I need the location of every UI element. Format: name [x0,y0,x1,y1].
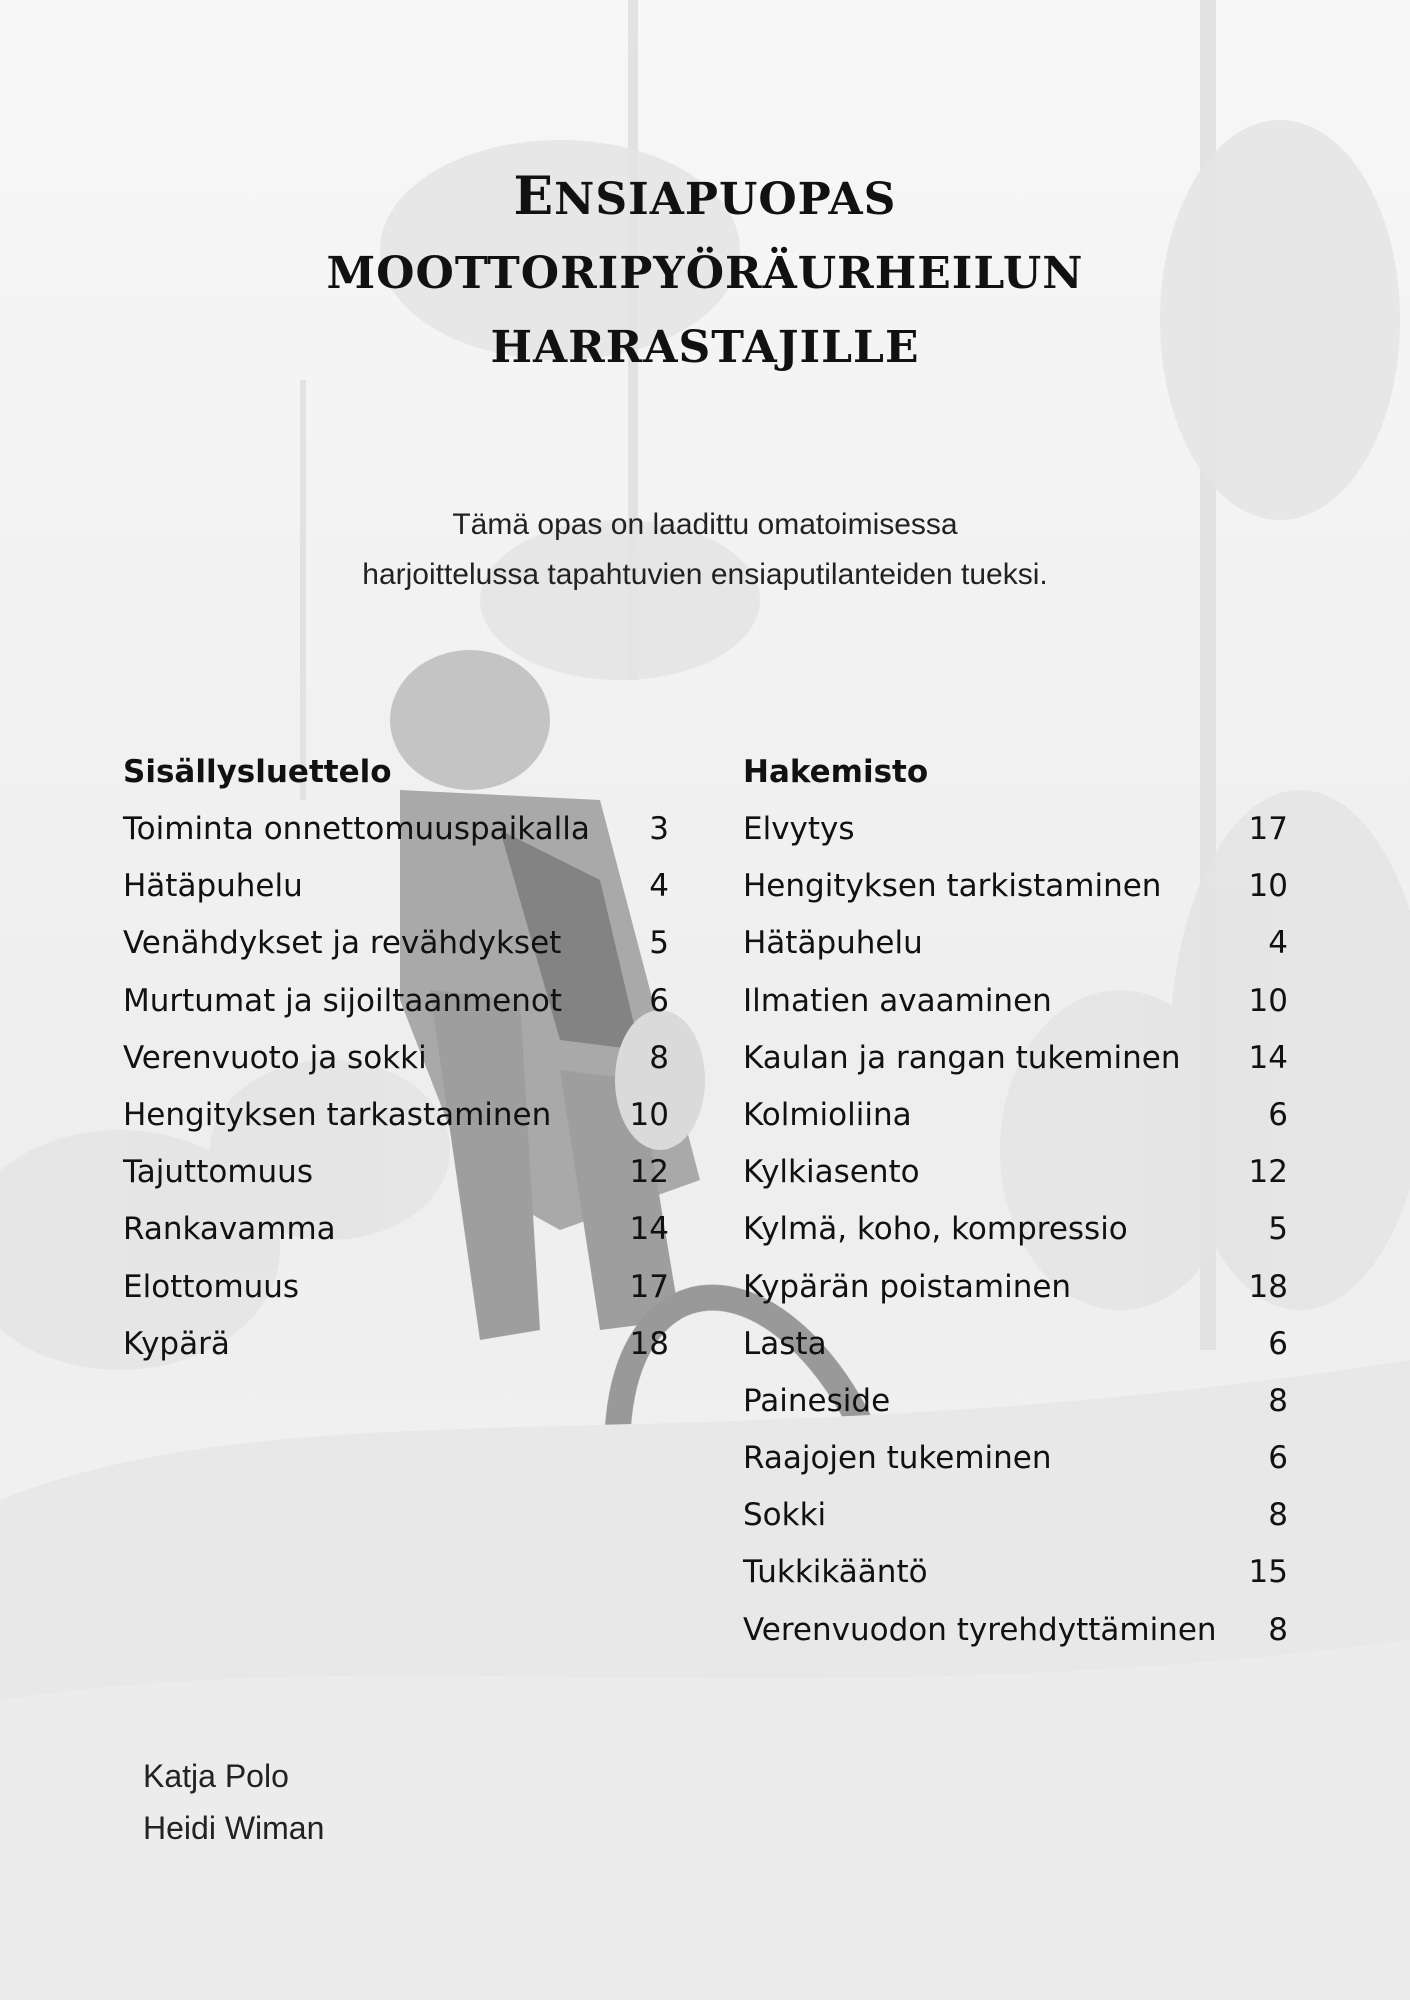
title-initial: E [513,166,555,227]
index-entry [743,1430,1288,1487]
toc-entry-page: 17 [629,1268,669,1305]
index-entry-page: 10 [1248,982,1288,1019]
index-entry-page: 8 [1268,1497,1288,1534]
toc-entry [123,1201,669,1258]
index-entry [743,1487,1288,1544]
index-entry-page: 6 [1268,1325,1288,1362]
index-entry-label: Elvytys [743,811,855,847]
toc-entry-label: Tajuttomuus [123,1154,313,1191]
toc-entry-page: 5 [649,925,669,962]
toc-heading: Sisällysluettelo [123,754,392,790]
table-of-contents [123,744,669,1373]
index-entry [743,1144,1288,1201]
toc-entry-label: Rankavamma [123,1211,336,1248]
index-entry-label: Kylmä, koho, kompressio [743,1211,1128,1248]
toc-entry-page: 6 [649,982,669,1019]
index-entry-page: 10 [1248,868,1288,905]
index-entry-page: 8 [1268,1382,1288,1419]
index-entry [743,1259,1288,1316]
index-entry [743,801,1288,858]
index-entry-page: 4 [1268,925,1288,962]
toc-entry-page: 12 [629,1154,669,1191]
index-entry [743,1316,1288,1373]
index-entry-page: 15 [1248,1554,1288,1591]
toc-entry-page: 4 [649,868,669,905]
index-entry-page: 18 [1248,1268,1288,1305]
index-entry-page: 14 [1248,1039,1288,1076]
index-list [743,744,1288,1659]
index-entry-label: Hätäpuhelu [743,925,923,962]
index-entry [743,1544,1288,1601]
toc-entry-label: Hätäpuhelu [123,868,303,905]
index-heading: Hakemisto [743,754,929,790]
toc-entry [123,973,669,1030]
index-entry [743,915,1288,972]
toc-entry-page: 8 [649,1039,669,1076]
toc-entry-label: Elottomuus [123,1268,300,1305]
toc-entry [123,801,669,858]
author-name: Katja Polo [143,1758,289,1794]
index-entry-label: Kypärän poistaminen [743,1268,1072,1305]
index-entry-label: Hengityksen tarkistaminen [743,868,1162,905]
index-entry-label: Kaulan ja rangan tukeminen [743,1039,1181,1076]
index-entry-label: Raajojen tukeminen [743,1440,1052,1477]
index-entry [743,1602,1288,1659]
toc-entry-label: Kypärä [123,1325,230,1362]
toc-entry-label: Murtumat ja sijoiltaanmenot [123,982,563,1019]
title-line-1-rest: NSIAPUOPAS [554,174,897,225]
toc-entry-label: Toiminta onnettomuuspaikalla [123,811,590,847]
toc-entry-label: Venähdykset ja revähdykset [123,925,562,962]
index-entry [743,973,1288,1030]
toc-entry [123,1087,669,1144]
index-entry-label: Kylkiasento [743,1154,920,1191]
toc-entry [123,1316,669,1373]
toc-entry [123,858,669,915]
index-entry-label: Ilmatien avaaminen [743,982,1052,1019]
intro-text [0,500,1410,600]
index-entry [743,1030,1288,1087]
toc-entry [123,915,669,972]
index-entry [743,1201,1288,1258]
index-entry-page: 17 [1248,811,1288,847]
index-entry-label: Verenvuodon tyrehdyttäminen [743,1611,1217,1648]
toc-entry-page: 3 [649,811,669,847]
index-entry-page: 6 [1268,1096,1288,1133]
index-entry-label: Lasta [743,1325,827,1362]
toc-entry [123,1030,669,1087]
index-entry-label: Sokki [743,1497,827,1534]
toc-entry [123,1259,669,1316]
index-entry [743,1373,1288,1430]
author-name: Heidi Wiman [143,1810,325,1846]
intro-line-1: Tämä opas on laadittu omatoimisessa [452,508,958,541]
index-entry-page: 12 [1248,1154,1288,1191]
toc-entry-page: 18 [629,1325,669,1362]
intro-line-2: harjoittelussa tapahtuvien ensiaputilanteiden tueksi. [362,558,1048,591]
toc-entry-label: Hengityksen tarkastaminen [123,1096,552,1133]
index-entry-page: 6 [1268,1440,1288,1477]
index-entry [743,858,1288,915]
toc-entry-label: Verenvuoto ja sokki [123,1039,427,1076]
toc-entry-page: 10 [629,1096,669,1133]
page-title [0,160,1410,385]
index-entry [743,1087,1288,1144]
index-entry-label: Tukkikääntö [743,1554,928,1591]
toc-entry-page: 14 [629,1211,669,1248]
title-line-1 [0,160,1410,237]
index-entry-page: 8 [1268,1611,1288,1648]
title-line-3: HARRASTAJILLE [490,322,920,373]
index-entry-label: Kolmioliina [743,1096,912,1133]
toc-entry [123,1144,669,1201]
authors [143,1750,324,1854]
index-entry-page: 5 [1268,1211,1288,1248]
index-entry-label: Paineside [743,1382,891,1419]
title-line-2: MOOTTORIPYÖRÄURHEILUN [326,248,1084,299]
